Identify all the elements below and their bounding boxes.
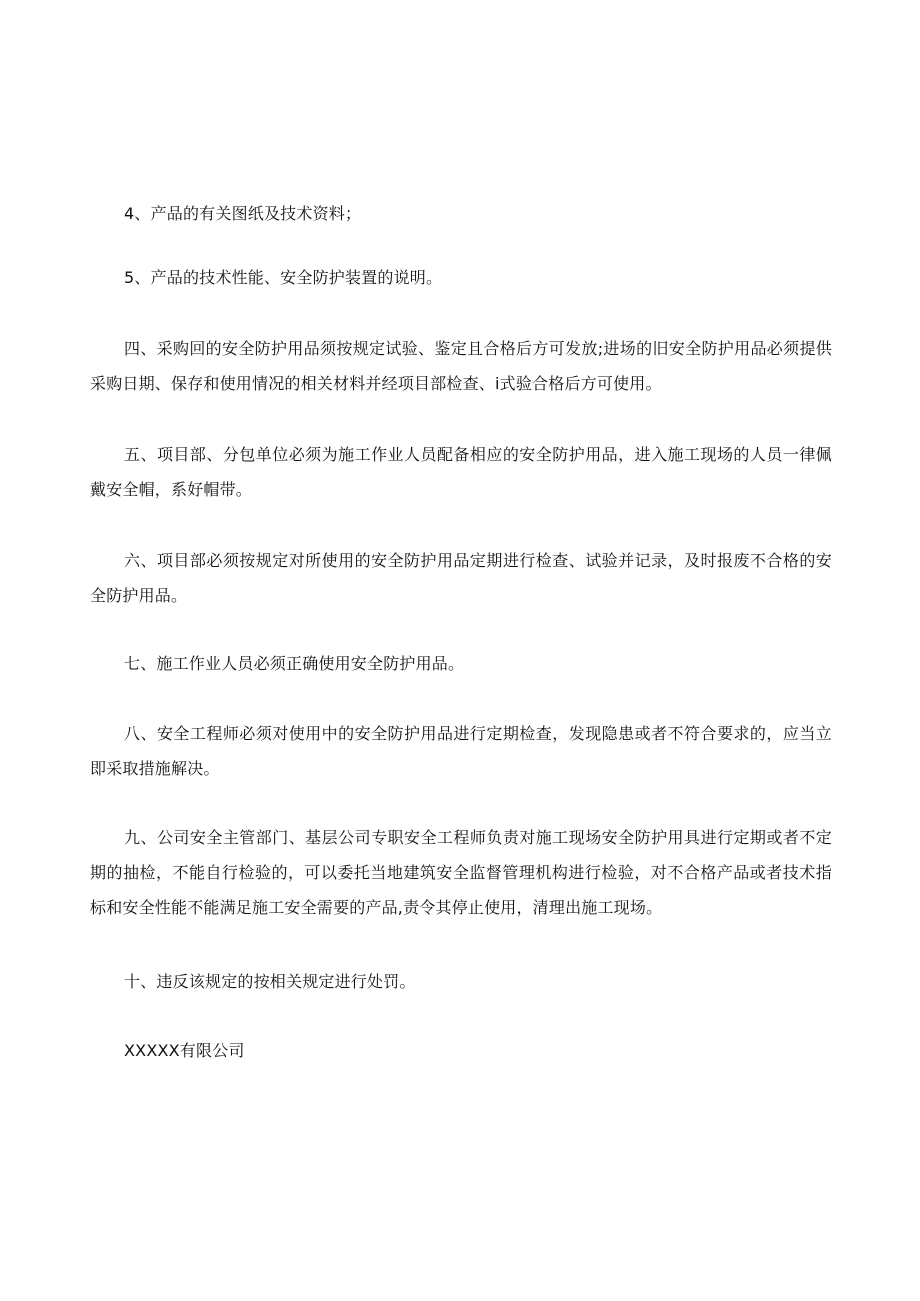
company-signature: XXXXX有限公司: [124, 1041, 245, 1060]
paragraph-section-10: 十、违反该规定的按相关规定进行处罚。: [124, 972, 416, 991]
paragraph-item-5: 5、产品的技术性能、安全防护装置的说明。: [124, 268, 443, 287]
paragraph-section-9: 九、公司安全主管部门、基层公司专职安全工程师负责对施工现场安全防护用具进行定期或者不定期的抽检，不能自行检验的，可以委托当地建筑安全监督管理机构进行检验，对不合格产品或者技术指标和安全性能不能满足施工安全需要的产品,责令其停止使用，清理出施工现场。: [90, 828, 832, 917]
paragraph-section-8: 八、安全工程师必须对使用中的安全防护用品进行定期检查，发现隐患或者不符合要求的，应当立即采取措施解决。: [90, 724, 832, 778]
paragraph-section-7: 七、施工作业人员必须正确使用安全防护用品。: [124, 654, 465, 673]
paragraph-item-4: 4、产品的有关图纸及技术资料；: [124, 204, 362, 223]
paragraph-section-4: 四、采购回的安全防护用品须按规定试验、鉴定且合格后方可发放;进场的旧安全防护用品必须提供采购日期、保存和使用情况的相关材料并经项目部检查、i式验合格后方可使用。: [90, 339, 832, 393]
paragraph-section-5: 五、项目部、分包单位必须为施工作业人员配备相应的安全防护用品，进入施工现场的人员一律佩戴安全帽，系好帽带。: [90, 445, 832, 499]
paragraph-section-6: 六、项目部必须按规定对所使用的安全防护用品定期进行检查、试验并记录，及时报废不合格的安全防护用品。: [90, 551, 832, 605]
